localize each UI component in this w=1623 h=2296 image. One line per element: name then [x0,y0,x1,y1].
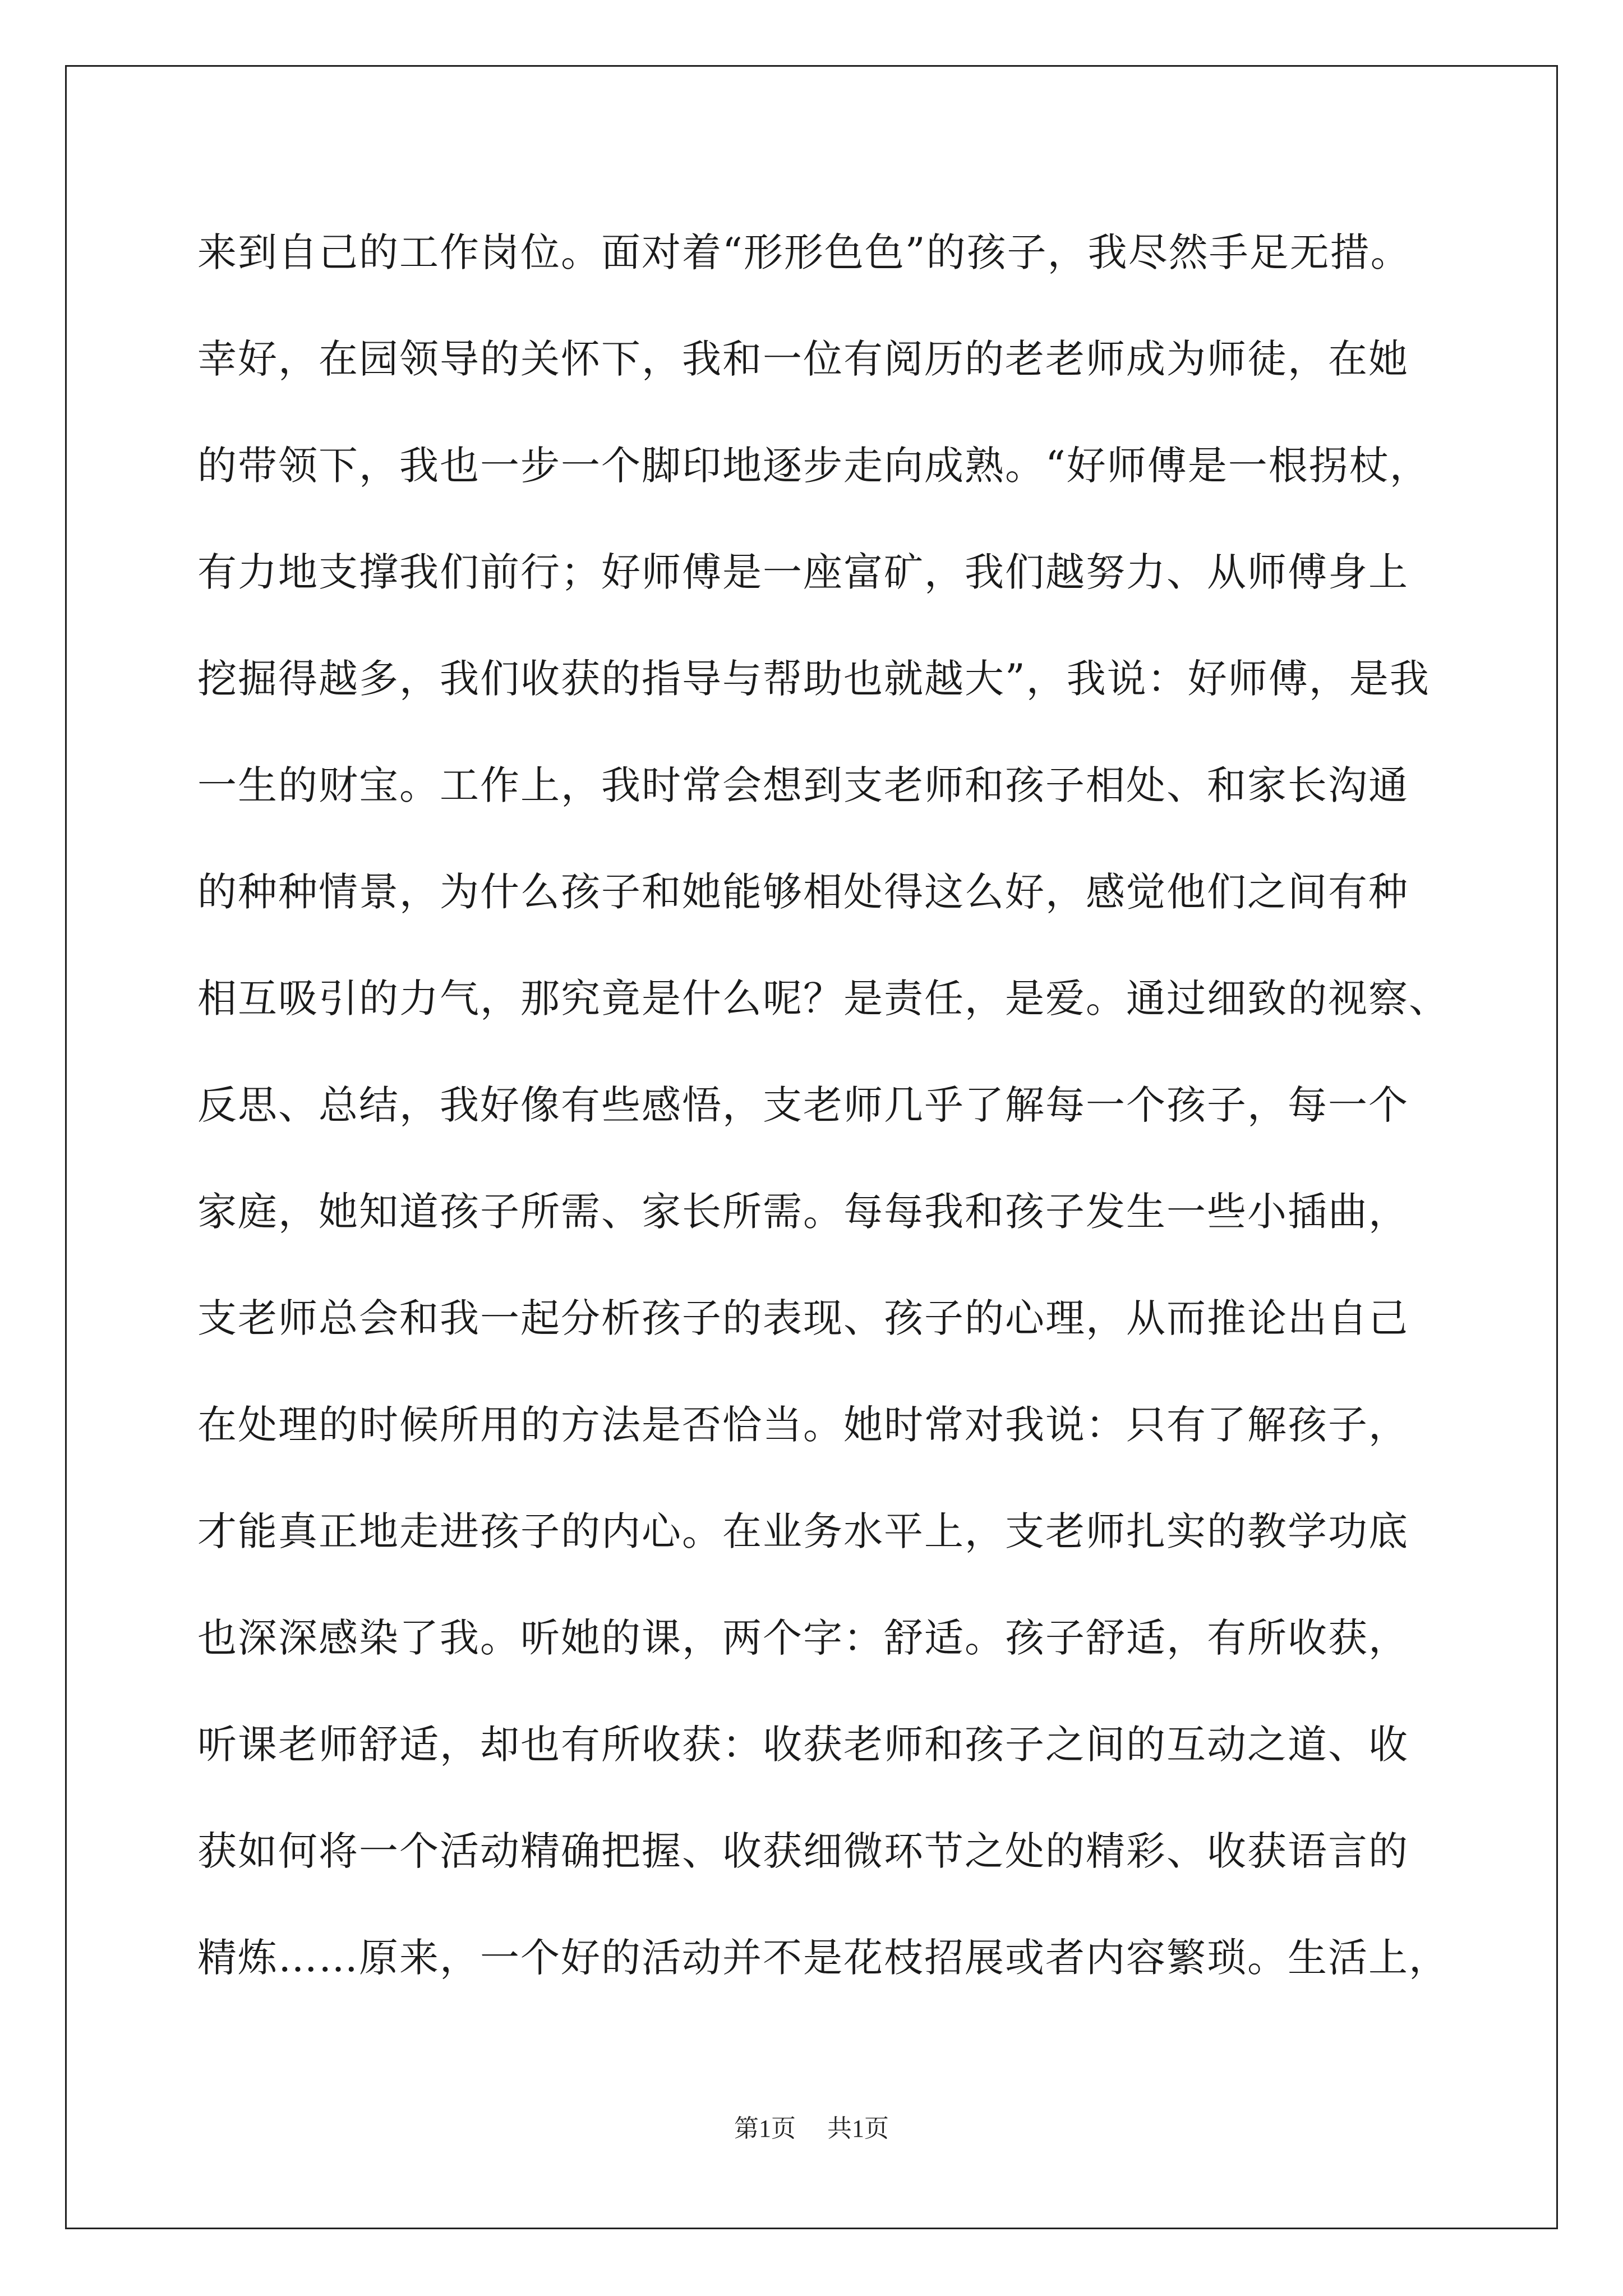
text-line: 有力地支撑我们前行；好师傅是一座富矿，我们越努力、从师傅身上 [197,549,1409,595]
text-line: 相互吸引的力气，那究竟是什么呢？是责任，是爱。通过细致的视察、 [197,976,1449,1022]
page-number: 第1页 [734,2115,796,2142]
text-line: 的种种情景，为什么孩子和她能够相处得这么好，感觉他们之间有种 [197,869,1409,915]
text-line: 来到自己的工作岗位。面对着“形形色色”的孩子，我尽然手足无措。 [197,229,1411,275]
page-footer [0,2112,1623,2146]
text-line: 才能真正地走进孩子的内心。在业务水平上，支老师扎实的教学功底 [197,1508,1409,1554]
text-line: 也深深感染了我。听她的课，两个字：舒适。孩子舒适，有所收获， [197,1615,1409,1661]
text-line: 听课老师舒适，却也有所收获：收获老师和孩子之间的互动之道、收 [197,1722,1409,1768]
text-line: 一生的财宝。工作上，我时常会想到支老师和孩子相处、和家长沟通 [197,762,1409,808]
text-line: 幸好，在园领导的关怀下，我和一位有阅历的老老师成为师徒，在她 [197,336,1409,382]
page-total: 共1页 [827,2115,889,2142]
text-line: 获如何将一个活动精确把握、收获细微环节之处的精彩、收获语言的 [197,1828,1409,1874]
text-line: 挖掘得越多，我们收获的指导与帮助也就越大”，我说：好师傅，是我 [197,656,1430,702]
text-line: 在处理的时候所用的方法是否恰当。她时常对我说：只有了解孩子， [197,1402,1409,1448]
text-line: 的带领下，我也一步一个脚印地逐步走向成熟。“好师傅是一根拐杖， [197,443,1430,489]
text-line: 精炼……原来，一个好的活动并不是花枝招展或者内容繁琐。生活上， [197,1935,1449,1981]
text-line: 反思、总结，我好像有些感悟，支老师几乎了解每一个孩子，每一个 [197,1082,1409,1128]
body-text [197,224,1487,2036]
text-line: 家庭，她知道孩子所需、家长所需。每每我和孩子发生一些小插曲， [197,1189,1409,1235]
text-line: 支老师总会和我一起分析孩子的表现、孩子的心理，从而推论出自己 [197,1295,1409,1341]
